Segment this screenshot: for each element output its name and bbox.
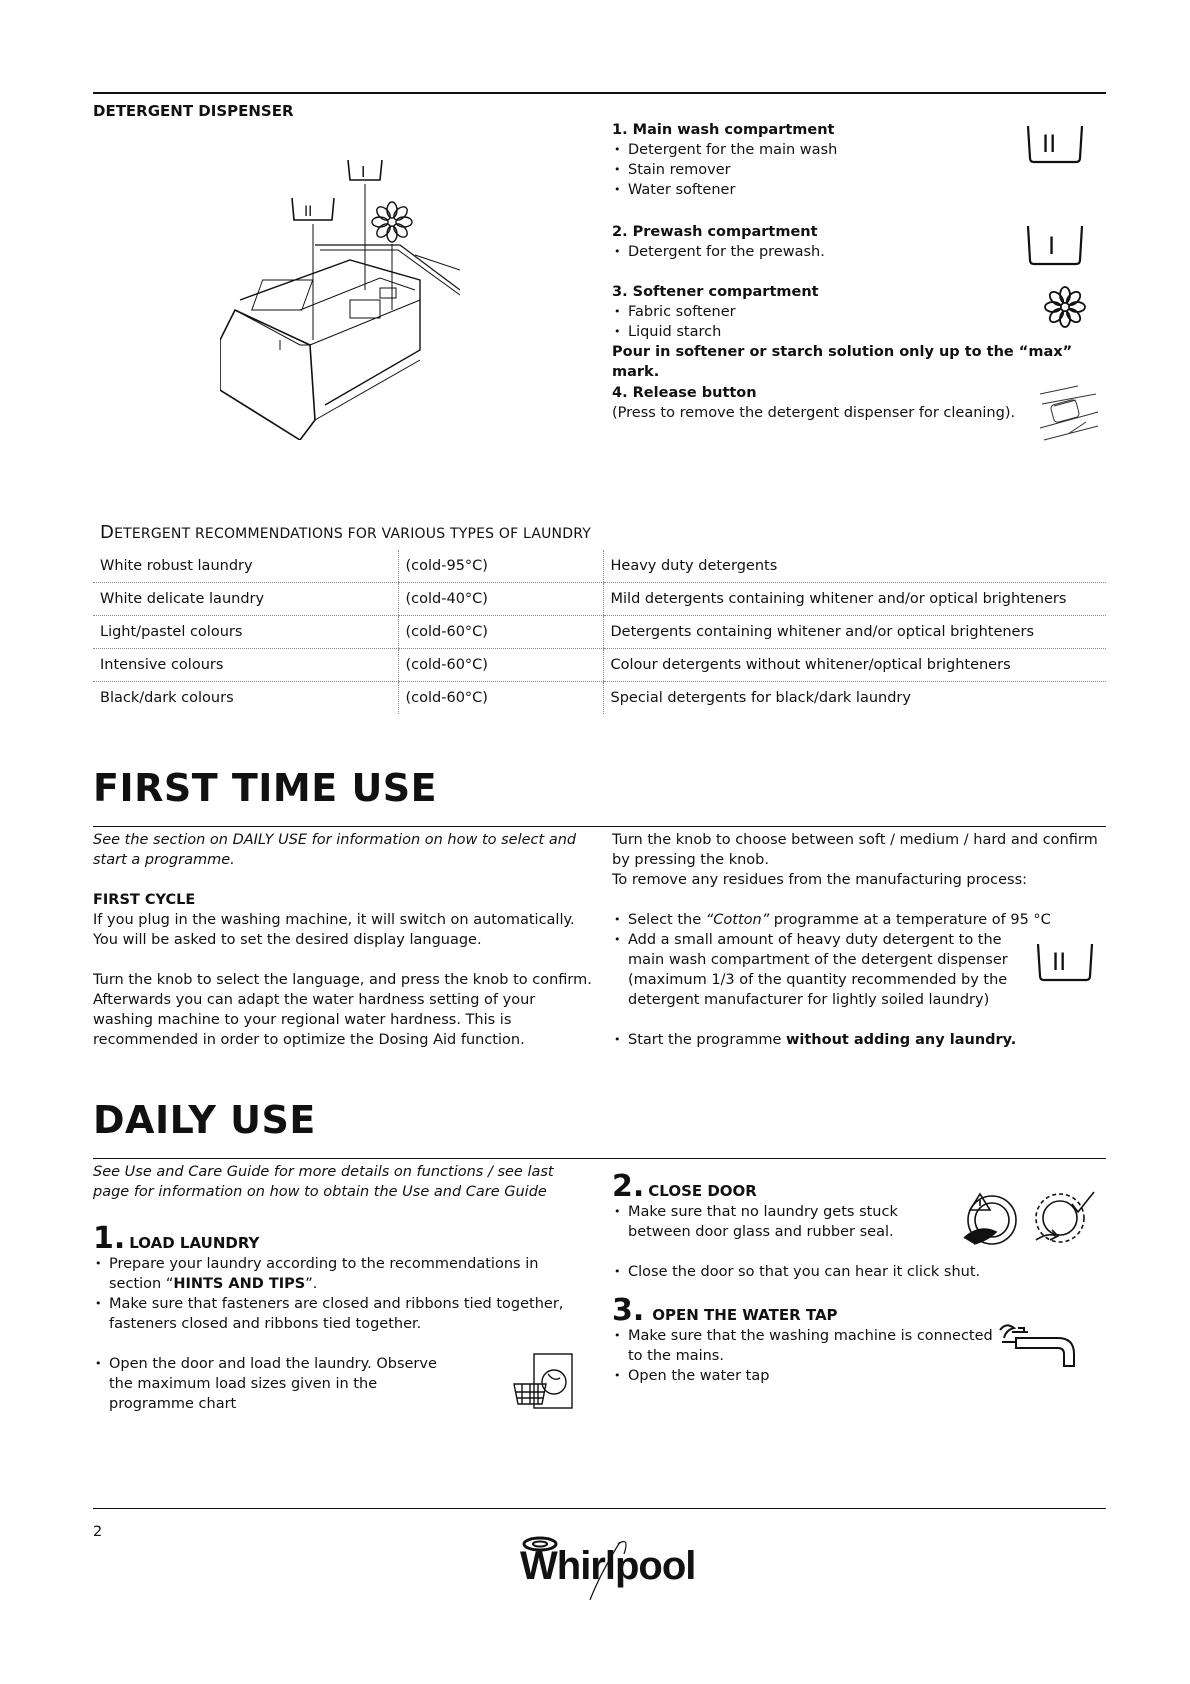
first-cycle-para2: Turn the knob to select the language, and press the knob to confirm. Afterwards you can adapt the water hardness setting of your washing machine to your regional water hardness. This is recommended in order to optimize the Dosing Aid function. [93,972,592,1048]
detergent: Colour detergents without whitener/optical brighteners [603,649,1106,682]
programme-name: “Cotton” [705,912,770,928]
first-time-use-left [93,830,593,1050]
first-time-use-heading: FIRST TIME USE [93,766,438,810]
daily-use-heading: DAILY USE [93,1098,316,1142]
temperature: (cold-60°C) [398,649,603,682]
table-row [93,583,1106,616]
recommendations-table [93,550,1106,714]
compartment-title: 3. Softener compartment [612,284,819,300]
table-row [93,550,1106,583]
compartment-main [612,120,992,200]
softener-flower-icon [1040,282,1090,332]
page-number: 2 [93,1524,103,1540]
bullet-emphasis: HINTS AND TIPS [173,1276,306,1292]
bullet-text: Select the [628,912,706,928]
laundry-type: White delicate laundry [93,583,398,616]
step-number: 1. [93,1221,126,1256]
bullet-emphasis: without adding any laundry. [786,1032,1017,1048]
compartment-softener [612,282,1102,382]
daily-use-rule [93,1158,1106,1159]
temperature: (cold-60°C) [398,616,603,649]
bullet-text: Prepare your laundry according to the recommendations in section “ [109,1256,539,1292]
temperature: (cold-60°C) [398,682,603,715]
table-row [93,649,1106,682]
step-1-header [93,1221,593,1256]
release-text: (Press to remove the detergent dispenser for cleaning). [612,405,1016,421]
main-wash-icon [1034,940,1096,984]
list-item: • Make sure that no laundry gets stuck between door glass and rubber seal. [612,1202,918,1242]
prewash-icon-label: I [1048,232,1056,260]
list-item: • Make sure that fasteners are closed and ribbons tied together, fasteners closed and ribbons tied together. [93,1294,573,1334]
first-time-use-intro: See the section on DAILY USE for information on how to select and start a programme. [93,832,577,868]
table-row [93,616,1106,649]
laundry-type: Intensive colours [93,649,398,682]
list-item: • Fabric softener [612,302,1102,322]
laundry-type: White robust laundry [93,550,398,583]
list-item: • Detergent for the main wash [612,140,992,160]
laundry-type: Black/dark colours [100,690,234,706]
main-wash-icon [1024,122,1086,166]
compartment-prewash [612,222,992,262]
water-hardness-para: Turn the knob to choose between soft / medium / hard and confirm by pressing the knob. [612,832,1098,868]
step-title: OPEN THE WATER TAP [652,1306,838,1324]
detergent: Special detergents for black/dark laundry [603,682,1106,715]
dispenser-illustration [220,150,460,440]
compartment-title: 1. Main wash compartment [612,122,835,138]
first-cycle-para1: If you plug in the washing machine, it will switch on automatically. You will be asked to set the desired display language. [93,912,575,948]
bullet-text: Start the programme [628,1032,786,1048]
title-cap: D [100,522,115,543]
brand-name: Whirlpool [520,1544,696,1588]
compartment-title: 2. Prewash compartment [612,224,818,240]
dispenser-heading: DETERGENT DISPENSER [93,102,294,120]
first-time-use-right [612,830,1106,1050]
list-item: • Detergent for the prewash. [612,242,992,262]
load-laundry-icon [512,1352,576,1410]
step-title: LOAD LAUNDRY [129,1234,260,1252]
detergent: Mild detergents containing whitener and/or optical brighteners [603,583,1106,616]
release-button-icon [1038,384,1100,444]
title-rest: ETERGENT RECOMMENDATIONS FOR VARIOUS TYPES OF LAUNDRY [114,526,591,542]
compartment-title: 4. Release button [612,385,757,401]
recommendations-title [100,522,591,543]
first-cycle-heading: FIRST CYCLE [93,892,196,908]
bullet-text: programme at a temperature of 95 °C [769,912,1051,928]
detergent: Heavy duty detergents [603,550,1106,583]
list-item: • Open the door and load the laundry. Observe the maximum load sizes given in the programme chart [93,1354,449,1414]
list-item: • Close the door so that you can hear it click shut. [612,1262,1106,1282]
top-rule [93,92,1106,94]
table-row [93,682,1106,715]
svg-text:II: II [304,204,313,220]
laundry-type: Light/pastel colours [93,616,398,649]
list-item [93,1254,573,1294]
list-item: • Make sure that the washing machine is connected to the mains. [612,1326,1008,1366]
water-tap-icon [998,1320,1088,1384]
main-wash-icon-label: II [1042,130,1057,158]
compartment-release [612,383,1032,423]
list-item: • Add a small amount of heavy duty detergent to the main wash compartment of the detergent dispenser (maximum 1/3 of the quantity recommended by the detergent manufacturer for lightly soiled laundry) [612,930,1008,1010]
list-item: • Stain remover [612,160,992,180]
bullet-text: ”. [305,1276,318,1292]
main-wash-label: I [361,163,366,181]
step-number: 3. [612,1293,645,1328]
first-time-use-rule [93,826,1106,827]
list-item [612,1030,1106,1050]
detergent: Detergents containing whitener and/or optical brighteners [603,616,1106,649]
daily-use-intro: See Use and Care Guide for more details on functions / see last page for information on how to obtain the Use and Care Guide [93,1164,554,1200]
step-number: 2. [612,1169,645,1204]
softener-note: Pour in softener or starch solution only up to the “max” mark. [612,344,1073,380]
list-item: • Liquid starch [612,322,1102,342]
list-item: • Water softener [612,180,992,200]
temperature: (cold-40°C) [398,583,603,616]
main-wash-icon-label: II [1052,948,1067,976]
temperature: (cold-95°C) [398,550,603,583]
list-item: • Open the water tap [612,1366,1106,1386]
footer-rule [93,1508,1106,1509]
step-title: CLOSE DOOR [648,1182,757,1200]
close-door-icon [960,1188,1100,1250]
prewash-icon [1024,222,1086,268]
list-item [612,910,1106,930]
residues-para: To remove any residues from the manufacturing process: [612,872,1028,888]
